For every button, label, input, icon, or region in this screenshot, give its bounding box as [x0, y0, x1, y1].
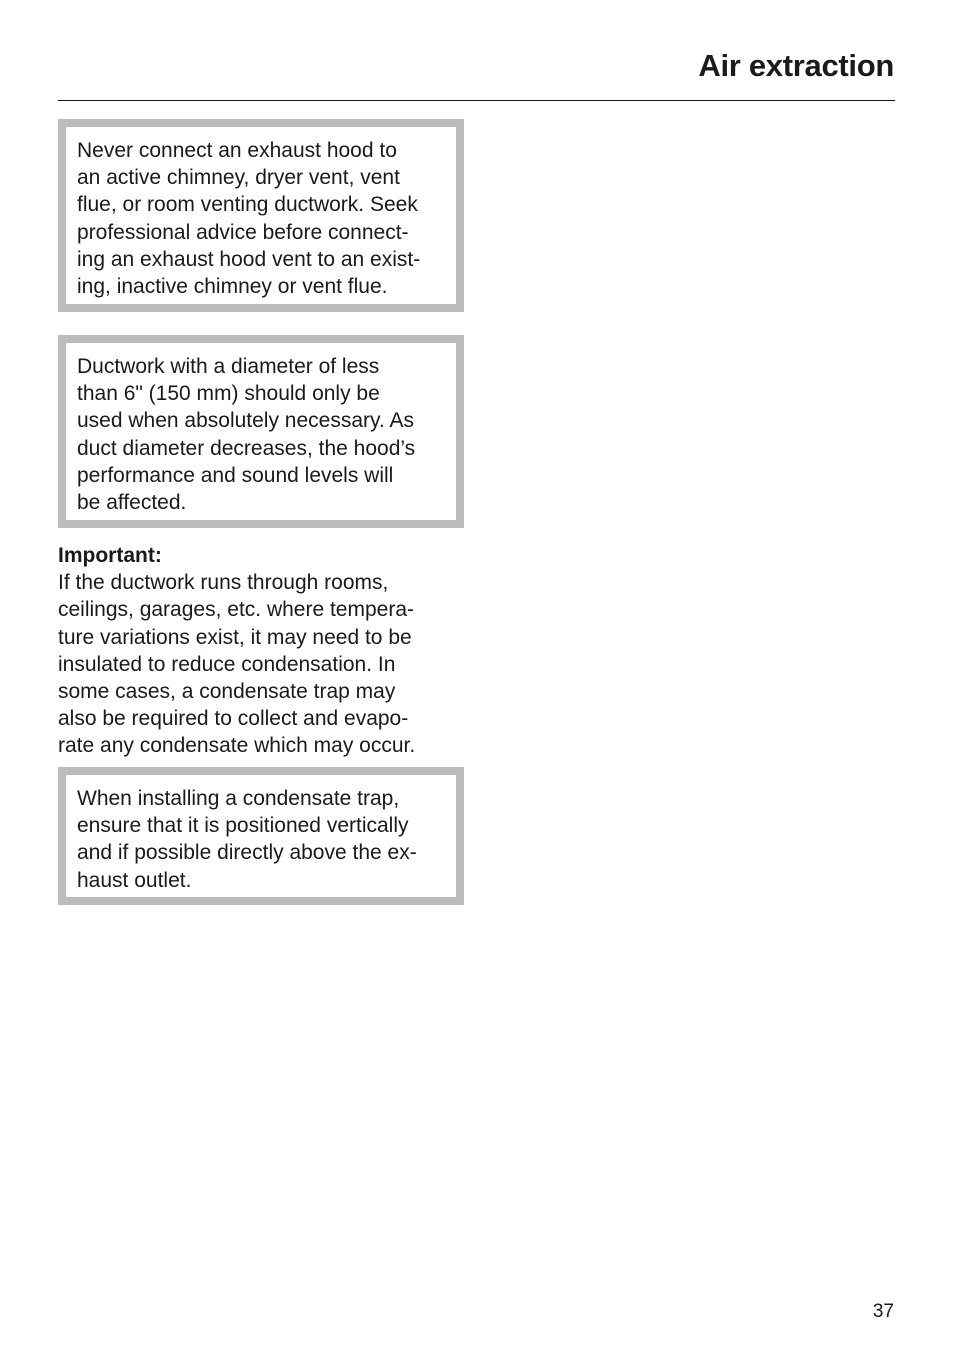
body-line: some cases, a condensate trap may: [58, 680, 396, 704]
body-line: ture variations exist, it may need to be: [58, 625, 412, 649]
note-line: flue, or room venting ductwork. Seek: [77, 193, 418, 217]
warning-note-chimney: [58, 119, 464, 312]
warning-note-condensate-trap: [58, 767, 464, 905]
note-line: an active chimney, dryer vent, vent: [77, 166, 400, 190]
note-line: be affected.: [77, 491, 187, 515]
body-line: rate any condensate which may occur.: [58, 734, 416, 758]
page-title: Air extraction: [698, 48, 894, 83]
important-section: [58, 542, 415, 760]
note-line: When installing a condensate trap,: [77, 787, 400, 810]
warning-note-duct-diameter: [58, 335, 464, 528]
note-line: ing an exhaust hood vent to an exist-: [77, 247, 421, 271]
note-line: than 6" (150 mm) should only be: [77, 382, 380, 406]
note-line: duct diameter decreases, the hood’s: [77, 436, 416, 460]
note-line: used when absolutely necessary. As: [77, 409, 414, 433]
important-heading: Important:: [58, 544, 162, 567]
body-line: insulated to reduce condensation. In: [58, 652, 396, 676]
body-line: ceilings, garages, etc. where tempera-: [58, 598, 415, 622]
note-line: and if possible directly above the ex-: [77, 841, 417, 865]
note-line: professional advice before connect-: [77, 220, 409, 244]
title-divider: [58, 100, 895, 101]
note-line: ensure that it is positioned vertically: [77, 814, 409, 838]
note-line: haust outlet.: [77, 868, 192, 892]
body-line: If the ductwork runs through rooms,: [58, 571, 389, 595]
body-line: also be required to collect and evapo-: [58, 707, 409, 731]
page-number: 37: [872, 1301, 894, 1322]
note-line: performance and sound levels will: [77, 463, 394, 487]
note-line: ing, inactive chimney or vent flue.: [77, 275, 388, 299]
note-line: Never connect an exhaust hood to: [77, 139, 397, 162]
note-line: Ductwork with a diameter of less: [77, 355, 380, 378]
